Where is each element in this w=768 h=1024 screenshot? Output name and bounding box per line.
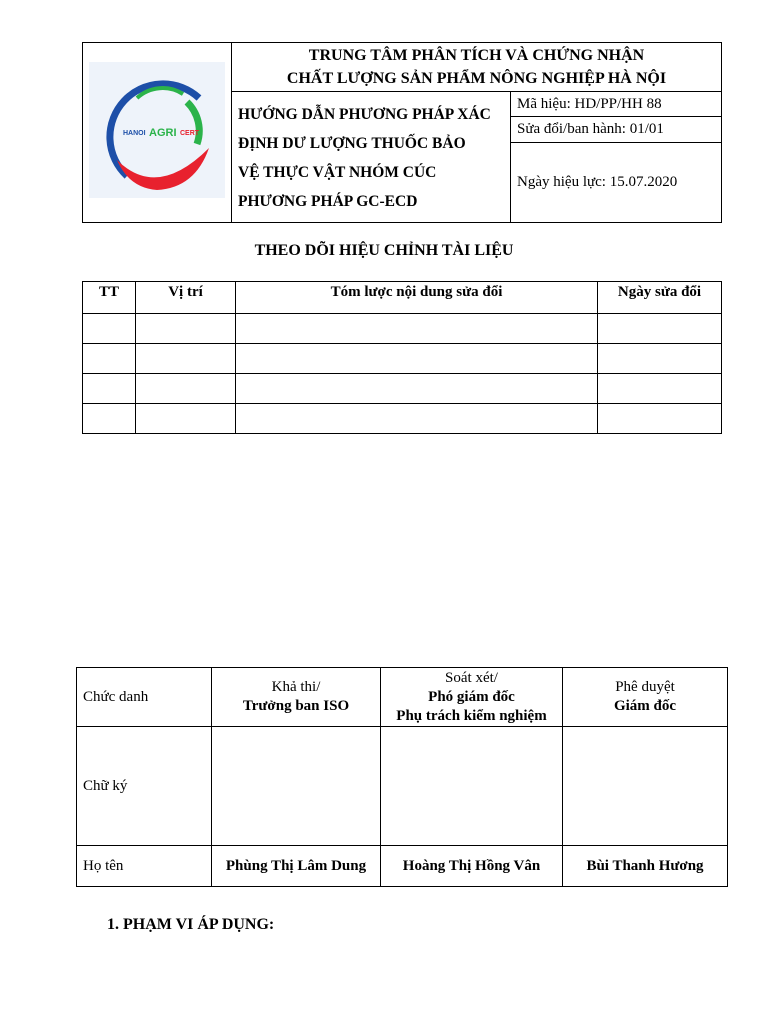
- table-row: [83, 374, 722, 404]
- document-title: [232, 92, 511, 223]
- table-cell: [136, 314, 236, 344]
- table-cell: [598, 404, 722, 434]
- role-label: Phê duyệt: [615, 679, 675, 695]
- table-cell: [136, 404, 236, 434]
- logo-text-hanoi: HANOI: [123, 130, 146, 137]
- table-cell: [136, 344, 236, 374]
- col-header-tt: TT: [83, 282, 136, 314]
- row-label-name: Họ tên: [77, 846, 212, 887]
- table-row: [83, 344, 722, 374]
- signatory-name: Bùi Thanh Hương: [563, 846, 728, 887]
- title-line: VỆ THỰC VẬT NHÓM CÚC: [238, 164, 437, 181]
- signature-row-signature: [77, 727, 728, 846]
- logo-cell: [83, 43, 232, 223]
- signature-role-cell: [212, 668, 381, 727]
- signatory-name: Hoàng Thị Hồng Vân: [381, 846, 563, 887]
- revision-log-table: [82, 281, 722, 434]
- table-cell: [598, 374, 722, 404]
- signature-row-position: [77, 668, 728, 727]
- table-cell: [83, 344, 136, 374]
- effective-date: Ngày hiệu lực: 15.07.2020: [511, 143, 722, 223]
- table-row: [83, 404, 722, 434]
- revision-log-title: THEO DÕI HIỆU CHỈNH TÀI LIỆU: [254, 242, 514, 259]
- role-label: Soát xét/: [445, 669, 498, 686]
- signature-role-cell: [563, 668, 728, 727]
- signature-table: [76, 667, 728, 887]
- col-header-position: Vị trí: [136, 282, 236, 314]
- role-title: Phó giám đốc: [428, 688, 515, 705]
- logo-text-agri: AGRI: [149, 127, 177, 139]
- role-title: Phụ trách kiểm nghiệm: [396, 707, 547, 724]
- row-label-position: Chức danh: [77, 668, 212, 727]
- title-line: PHƯƠNG PHÁP GC-ECD: [238, 193, 418, 210]
- org-line-2: CHẤT LƯỢNG SẢN PHẨM NÔNG NGHIỆP HÀ NỘI: [286, 70, 667, 87]
- logo-text-cert: CERT: [180, 130, 200, 137]
- table-cell: [236, 314, 598, 344]
- document-revision: Sửa đổi/ban hành: 01/01: [511, 117, 722, 143]
- role-label: Khả thi/: [271, 679, 321, 695]
- signature-box: [212, 727, 381, 846]
- table-cell: [598, 344, 722, 374]
- signature-row-name: [77, 846, 728, 887]
- table-cell: [236, 374, 598, 404]
- col-header-summary: Tóm lược nội dung sửa đổi: [236, 282, 598, 314]
- table-cell: [83, 404, 136, 434]
- role-title: Trưởng ban ISO: [242, 698, 350, 714]
- table-row: [83, 314, 722, 344]
- table-cell: [236, 344, 598, 374]
- hanoi-agricert-logo: [87, 60, 227, 200]
- col-header-date: Ngày sửa đổi: [598, 282, 722, 314]
- title-line: ĐỊNH DƯ LƯỢNG THUỐC BẢO: [238, 135, 466, 152]
- section-heading-scope: 1. PHẠM VI ÁP DỤNG:: [107, 916, 275, 933]
- signature-role-cell: [381, 668, 563, 727]
- table-cell: [236, 404, 598, 434]
- signature-box: [381, 727, 563, 846]
- title-line: HƯỚNG DẪN PHƯƠNG PHÁP XÁC: [238, 106, 491, 123]
- table-cell: [136, 374, 236, 404]
- signatory-name: Phùng Thị Lâm Dung: [212, 846, 381, 887]
- document-header: [82, 42, 722, 223]
- organization-name: [232, 43, 722, 92]
- signature-box: [563, 727, 728, 846]
- document-code: Mã hiệu: HD/PP/HH 88: [511, 92, 722, 117]
- row-label-signature: Chữ ký: [77, 727, 212, 846]
- role-title: Giám đốc: [613, 698, 677, 714]
- table-header-row: [83, 282, 722, 314]
- table-cell: [83, 314, 136, 344]
- table-cell: [83, 374, 136, 404]
- table-cell: [598, 314, 722, 344]
- org-line-1: TRUNG TÂM PHÂN TÍCH VÀ CHỨNG NHẬN: [308, 47, 645, 64]
